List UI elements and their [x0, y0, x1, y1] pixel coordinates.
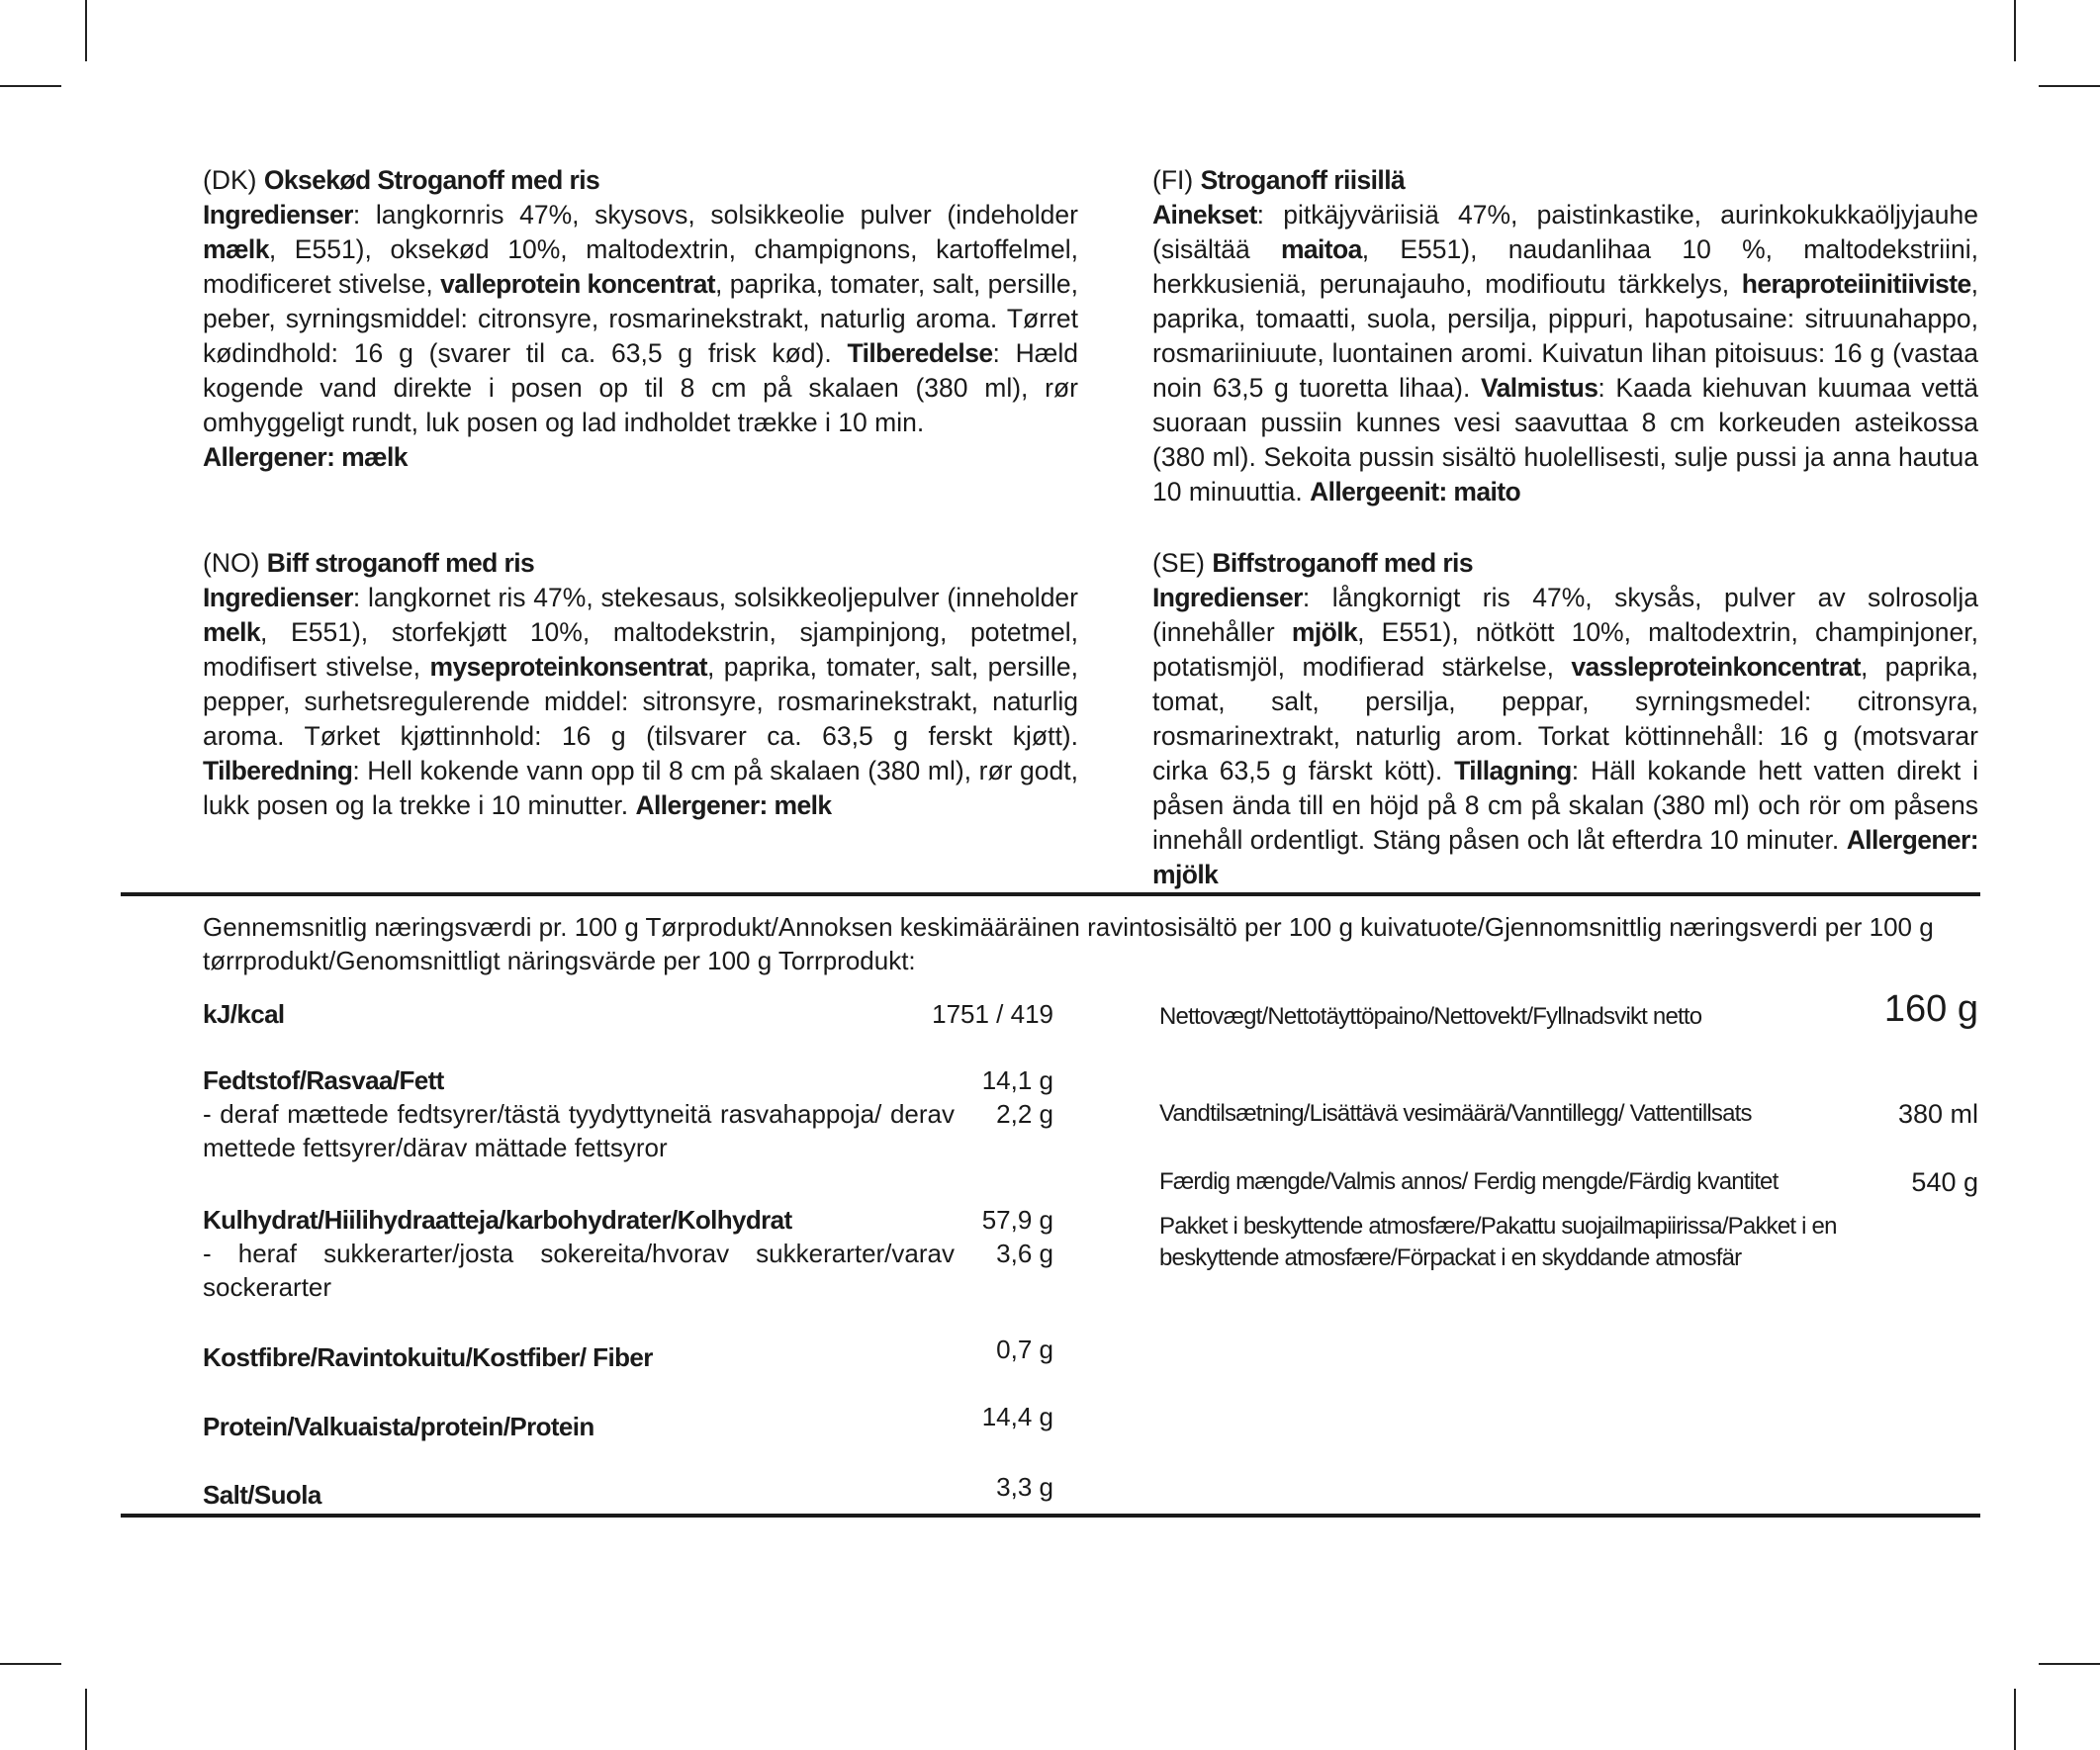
energy-label: kJ/kcal — [203, 999, 285, 1029]
crop-mark — [85, 0, 87, 61]
bottom-rule — [121, 1514, 1980, 1518]
crop-mark — [0, 85, 61, 87]
sugars-value: 3,6 g — [996, 1239, 1053, 1268]
water-label: Vandtilsætning/Lisättävä vesimäärä/Vanntillegg/ Vattentillsats — [1159, 1100, 1752, 1127]
saturates-label: - deraf mættede fedtsyrer/tästä tyydyttyneitä rasvahappoja/ derav mettede fettsyrer/därav mättade fettsyror — [203, 1099, 955, 1162]
no-body: Ingredienser: langkornet ris 47%, stekesaus, solsikkeoljepulver (inneholder melk, E551), storfekjøtt 10%, maltodekstrin, sjampinjong, potetmel, modifisert stivelse, myseproteinkonsentrat, paprika, tomater, salt, persille, pepper, surhetsregulerende middel: sitronsyre, rosmarinekstrakt, naturlig aroma. Tørket kjøttinnhold: 16 g (tilsvarer ca. 63,5 g ferskt kjøtt). Tilberedning: Hell kokende vann opp til 8 cm på skalaen (380 ml), rør godt, lukk posen og la trekke i 10 minutter. Allergener: melk — [203, 583, 1078, 820]
fibre-label: Kostfibre/Ravintokuitu/Kostfiber/ Fiber — [203, 1342, 653, 1372]
dk-section — [203, 163, 1078, 475]
fi-heading: (FI) Stroganoff riisillä — [1152, 165, 1406, 195]
energy-value: 1751 / 419 — [932, 999, 1053, 1029]
fat-label: Fedtstof/Rasvaa/Fett — [203, 1065, 444, 1095]
ready-row — [1159, 1166, 1978, 1198]
ready-value: 540 g — [1911, 1167, 1978, 1197]
protein-row — [203, 1402, 1053, 1443]
fi-section — [1152, 163, 1978, 509]
fibre-value: 0,7 g — [996, 1335, 1053, 1364]
salt-value: 3,3 g — [996, 1472, 1053, 1502]
top-rule — [121, 892, 1980, 896]
no-section — [203, 546, 1078, 823]
se-section — [1152, 546, 1978, 892]
saturates-value: 2,2 g — [996, 1099, 1053, 1129]
se-body: Ingredienser: långkornigt ris 47%, skysås, pulver av solrosolja (innehåller mjölk, E551), nötkött 10%, maltodextrin, champinjoner, potatismjöl, modifierad stärkelse, vassleproteinkoncentrat, paprika, tomat, salt, persilja, peppar, syrningsmedel: citronsyra, rosmarinextrakt, naturlig arom. Torkat köttinnehåll: 16 g (motsvarar cirka 63,5 g färskt kött). Tillagning: Häll kokande hett vatten direkt i påsen ända till en höjd på 8 cm på skalan (380 ml) och rör om påsens innehåll ordentligt. Stäng påsen och låt efterdra 10 minuter. Allergener: mjölk — [1152, 583, 1978, 889]
no-heading: (NO) Biff stroganoff med ris — [203, 548, 535, 578]
fi-body: Ainekset: pitkäjyväriisiä 47%, paistinkastike, aurinkokukkaöljyjauhe (sisältää maitoa, E551), naudanlihaa 10 %, maltodekstriini, herkkusieniä, perunajauho, modifioutu tärkkelys, heraproteiinitiiviste, paprika, tomaatti, suola, persilja, pippuri, hapotusaine: sitruunahappo, rosmariiniuute, luontainen aromi. Kuivatun lihan pitoisuus: 16 g (vastaa noin 63,5 g tuoretta lihaa). Valmistus: Kaada kiehuvan kuumaa vettä suoraan pussiin kunnes vesi saavuttaa 8 cm korkeuden asteikossa (380 ml). Sekoita pussin sisältö huolellisesti, sulje pussi ja anna hautua 10 minuuttia. Allergeenit: maito — [1152, 200, 1978, 507]
carbs-row — [203, 1203, 1053, 1304]
net-weight-label: Nettovægt/Nettotäyttöpaino/Nettovekt/Fyllnadsvikt netto — [1159, 1003, 1702, 1030]
crop-mark — [0, 1663, 61, 1665]
energy-row — [203, 997, 1053, 1031]
no-allergen: Allergener: melk — [635, 790, 832, 820]
ready-label: Færdig mængde/Valmis annos/ Ferdig mengde/Färdig kvantitet — [1159, 1168, 1779, 1195]
crop-mark — [2014, 0, 2016, 61]
crop-mark — [2014, 1689, 2016, 1750]
fat-value: 14,1 g — [981, 1065, 1053, 1095]
dk-heading: (DK) Oksekød Stroganoff med ris — [203, 165, 600, 195]
salt-row — [203, 1472, 1053, 1512]
net-weight-value: 160 g — [1883, 988, 1978, 1030]
net-weight-row — [1159, 988, 1978, 1033]
salt-label: Salt/Suola — [203, 1480, 321, 1510]
protein-label: Protein/Valkuaista/protein/Protein — [203, 1412, 594, 1441]
fibre-row — [203, 1335, 1053, 1374]
protein-value: 14,4 g — [981, 1402, 1053, 1431]
dk-allergen: Allergener: mælk — [203, 442, 408, 472]
water-row — [1159, 1098, 1978, 1130]
carbs-value: 57,9 g — [981, 1205, 1053, 1235]
sugars-label: - heraf sukkerarter/josta sokereita/hvorav sukkerarter/varav sockerarter — [203, 1239, 955, 1302]
crop-mark — [2039, 1663, 2100, 1665]
crop-mark — [85, 1689, 87, 1750]
se-heading: (SE) Biffstroganoff med ris — [1152, 548, 1473, 578]
crop-mark — [2039, 85, 2100, 87]
carbs-label: Kulhydrat/Hiilihydraatteja/karbohydrater/Kolhydrat — [203, 1205, 792, 1235]
nutrition-intro: Gennemsnitlig næringsværdi pr. 100 g Tørprodukt/Annoksen keskimääräinen ravintosisältö per 100 g kuivatuote/Gjennomsnittlig næringsverdi per 100 g tørrprodukt/Genomsnittligt näringsvärde per 100 g Torrprodukt: — [203, 912, 1934, 975]
dk-body: Ingredienser: langkornris 47%, skysovs, solsikkeolie pulver (indeholder mælk, E551), oksekød 10%, maltodextrin, champignons, kartoffelmel, modificeret stivelse, valleprotein koncentrat, paprika, tomater, salt, persille, peber, syrningsmiddel: citronsyre, rosmarinekstrakt, naturlig aroma. Tørret kødindhold: 16 g (svarer til ca. 63,5 g frisk kød). Tilberedelse: Hæld kogende vand direkte i posen op til 8 cm på skalaen (380 ml), rør omhyggeligt rundt, luk posen og lad indholdet trække i 10 min. Allergener: mælk — [203, 200, 1078, 472]
fi-allergen: Allergeenit: maito — [1310, 477, 1521, 507]
water-value: 380 ml — [1897, 1099, 1978, 1129]
se-allergen: Allergener: mjölk — [1152, 825, 1978, 889]
atmosphere-note: Pakket i beskyttende atmosfære/Pakattu suojailmapiirissa/Pakket i en beskyttende atmosfære/Förpackat i en skyddande atmosfär — [1159, 1213, 1837, 1271]
fat-row — [203, 1063, 1053, 1164]
